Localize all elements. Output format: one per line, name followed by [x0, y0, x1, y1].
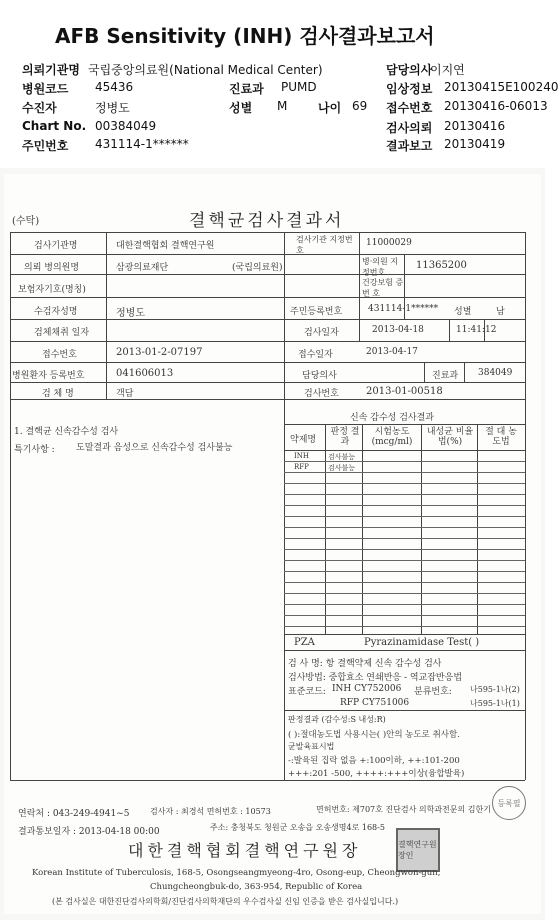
footer-license: 면허번호: 제707호 진단검사 의학과전문의 김한기: [316, 805, 491, 814]
inst-code-value: 11000029: [366, 238, 412, 248]
header-field-value: 00384049: [95, 119, 157, 133]
table-row-drug: RFP: [294, 463, 309, 471]
footer-contact: 연락처 : 043-249-4941~5: [18, 809, 130, 819]
table-row-drug: INH: [294, 452, 309, 460]
footer-org-en: Korean Institute of Tuberculosis, 168-5, Osongseangmyeong-4ro, Osong-eup, Cheongwon-gun,: [32, 868, 441, 878]
hosp-reg-label: 병원환자 등록번호: [12, 371, 85, 381]
header-field-value: PUMD: [281, 80, 317, 94]
header-field-label: 담당의사: [386, 63, 433, 77]
insurance-label: 보험자기호(명칭): [18, 285, 86, 295]
footer-inspector: 검사자 : 최경석 면허번호 : 10573: [150, 807, 271, 816]
test-time-value: 11:41:12: [456, 325, 497, 335]
pza-test: Pyrazinamidase Test( ): [364, 637, 480, 648]
header-field-label: 성별: [229, 101, 253, 115]
official-seal: 결핵연구원장인: [396, 828, 440, 872]
header-field-label: 나이: [318, 101, 342, 115]
specimen-label: 검 체 명: [42, 389, 74, 399]
header-field-label: 임상정보: [386, 82, 433, 96]
requester-value: 삼광의료재단: [116, 263, 169, 273]
reception-date-label: 접수일자: [298, 350, 333, 360]
th-absolute: 절 대 농도법: [485, 427, 517, 447]
header-field-value: 45436: [95, 80, 134, 94]
test-no-value: 2013-01-00518: [366, 386, 443, 397]
header-field-value: M: [277, 99, 288, 113]
doc-title: 결핵균검사결과서: [189, 211, 345, 231]
header-field-value: 20130419: [444, 137, 506, 151]
patient-value: 정병도: [116, 308, 145, 319]
interp-2: ( ):절대농도법 사용시는( )안의 농도로 취사함.: [288, 730, 460, 740]
table-title: 신속 감수성 검사결과: [350, 413, 434, 423]
interp-4: -:발육된 집락 없음 +:100이하, ++:101-200: [288, 756, 460, 766]
method-class1: 나595-1나(2): [470, 685, 520, 694]
header-field-label: 주민번호: [22, 139, 69, 153]
method-class-label: 분류번호:: [414, 687, 452, 697]
test-date-label: 검사일자: [304, 328, 339, 338]
patient-label: 수검자성명: [34, 307, 78, 317]
health-no-label: 건강보험 증 번 호: [362, 278, 404, 298]
header-field-label: 수진자: [22, 101, 57, 115]
rrn-value: 431114-1******: [368, 304, 439, 314]
pza-label: PZA: [294, 637, 315, 648]
test-no-label: 검사번호: [304, 389, 339, 399]
header-field-label: Chart No.: [22, 119, 87, 133]
dept-label: 진료과: [432, 371, 459, 381]
left-item: 1. 결핵균 신속감수성 검사: [14, 427, 119, 437]
requester-label: 의뢰 병의원명: [24, 263, 80, 273]
header-field-label: 검사의뢰: [386, 121, 433, 135]
method-method: 검사방법: 중합효소 연쇄반응 - 역교잡반응법: [288, 673, 463, 683]
header-field-label: 진료과: [229, 82, 264, 96]
table-row-result: 검사불능: [328, 453, 356, 461]
scanned-result-form: [0, 168, 545, 920]
inst-code-label: 검사기관 지정번호: [296, 235, 353, 255]
header-field-value: 20130416-06013: [444, 99, 548, 113]
header-field-label: 결과보고: [386, 139, 433, 153]
sex-label: 성별: [454, 307, 472, 317]
test-date-value: 2013-04-18: [372, 325, 424, 335]
doctor-label: 담당의사: [302, 371, 337, 381]
dept-value: 384049: [478, 368, 513, 378]
collect-label: 검체채취 일자: [34, 328, 90, 338]
report-title: AFB Sensitivity (INH) 검사결과보고서: [55, 24, 435, 48]
paper: [4, 174, 541, 914]
institution-value: 대한결핵협회 결핵연구원: [116, 241, 215, 251]
notes-value: 도말결과 음성으로 신속감수성 검사불능: [76, 443, 233, 453]
sex-value: 남: [496, 307, 505, 317]
hosp-reg-value: 041606013: [116, 368, 174, 379]
reception-no-value: 2013-01-2-07197: [116, 347, 203, 358]
method-name: 검 사 명: 항 결핵약제 신속 감수성 검사: [288, 659, 442, 669]
header-field-label: 의뢰기관명: [22, 63, 80, 77]
header-field-value: 20130416: [444, 119, 506, 133]
corner-label: (수탁): [12, 216, 40, 227]
header-field-label: 접수번호: [386, 101, 433, 115]
institution-label: 검사기관명: [34, 241, 78, 251]
specimen-value: 객담: [116, 389, 134, 399]
footer-address: 주소: 충청북도 청원군 오송읍 오송생명4로 168-5: [210, 823, 385, 832]
header-field-value: 431114-1******: [95, 137, 189, 151]
header-field-value: 69: [352, 99, 368, 113]
header-field-value: 20130415E100240: [444, 80, 558, 94]
method-std-label: 표준코드:: [288, 687, 326, 697]
header-field-value: 이지연: [430, 63, 465, 77]
notes-label: 특기사항 :: [14, 445, 55, 455]
method-class2: 나595-1나(1): [470, 699, 520, 708]
table-row-result: 검사불능: [328, 464, 356, 472]
header-field-label: 병원코드: [22, 82, 69, 96]
hosp-code-value: 11365200: [416, 260, 467, 271]
th-concentration: 시험농도 (mcg/ml): [371, 427, 413, 447]
footer-org-en2: Chungcheongbuk-do, 363-954, Republic of Korea: [150, 882, 363, 892]
th-ratio: 내성균 비율법(%): [426, 427, 474, 447]
th-result: 판정 결과: [330, 427, 360, 447]
interp-5: +++:201 -500, ++++:+++이상(융합발육): [288, 769, 465, 779]
method-inh: INH CY752006: [332, 684, 402, 694]
requester-note: (국립의료원): [232, 263, 283, 273]
reception-no-label: 접수번호: [42, 350, 77, 360]
footer-notice-date: 결과통보일자 : 2013-04-18 00:00: [18, 827, 160, 837]
registration-stamp: 등록필: [492, 786, 526, 820]
reception-date-value: 2013-04-17: [366, 347, 418, 357]
interp-1: 판정결과 (감수성:S 내성:R): [288, 715, 386, 724]
th-drug: 약제명: [290, 435, 317, 445]
method-rfp: RFP CY751006: [340, 698, 410, 708]
footer-cert: (본 검사실은 대한진단검사의학회/진단검사의학재단의 우수검사실 신임 인증을 받은 검사실입니다.): [52, 897, 399, 906]
hosp-code-label: 병·의원 지정번호: [362, 257, 398, 277]
header-field-value: 국립중앙의료원(National Medical Center): [88, 63, 323, 77]
footer-org-ko: 대한결핵협회결핵연구원장: [128, 841, 362, 860]
rrn-label: 주민등록번호: [290, 307, 343, 317]
interp-3: 균발육표시법: [288, 742, 335, 751]
header-field-value: 정병도: [95, 101, 130, 115]
